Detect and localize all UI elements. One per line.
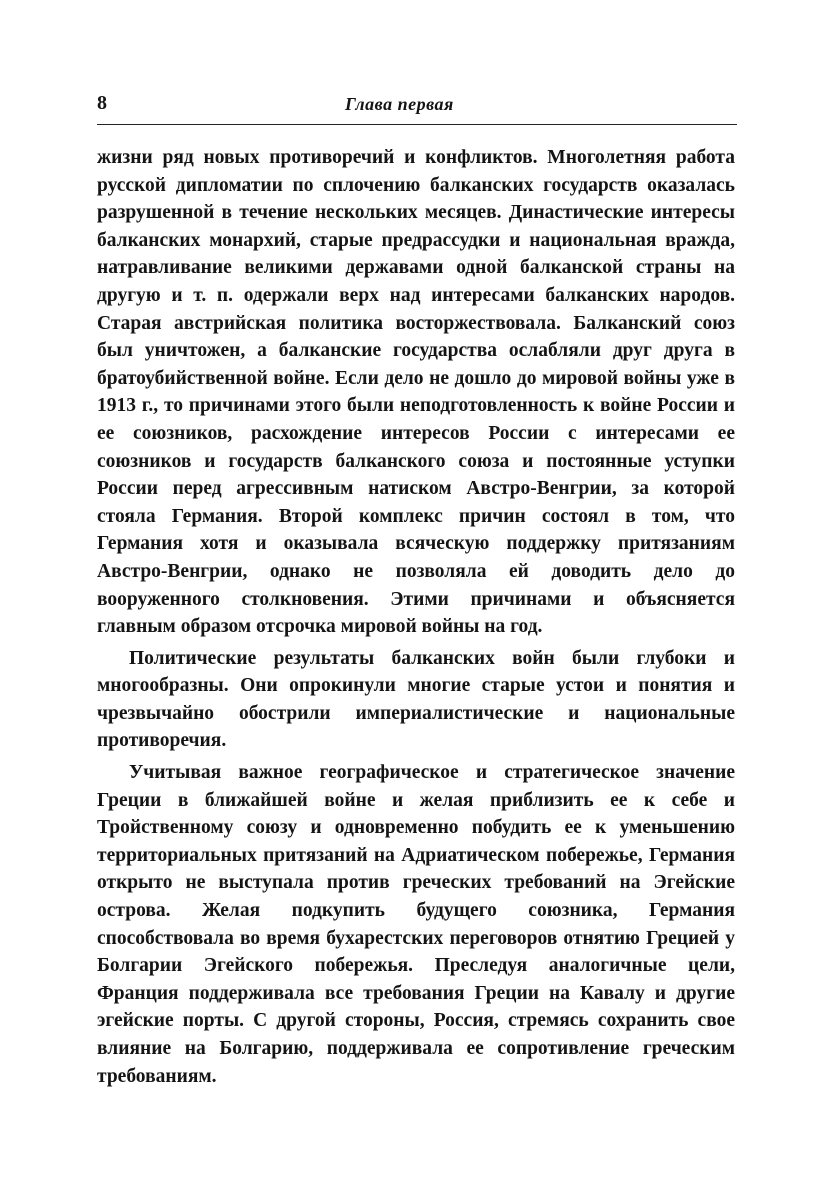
page-number: 8	[97, 92, 107, 114]
page-header	[97, 90, 732, 120]
header-rule	[97, 124, 737, 125]
paragraph-2: Политические результаты балканских войн были глубоки и многообразны. Они опрокинули многие старые устои и понятия и чрезвычайно обострили империалистические и национальные противоречия.	[97, 647, 735, 752]
running-head: Глава первая	[345, 94, 454, 114]
body-text	[97, 144, 735, 1090]
paragraph-1: жизни ряд новых противоречий и конфликтов. Многолетняя работа русской дипломатии по сплочению балканских государств оказалась разрушенной в течение нескольких месяцев. Династические интересы балканских монархий, старые предрассудки и национальная вражда, натравливание великими державами одной балканской страны на другую и т. п. одержали верх над интересами балканских народов. Старая австрийская политика восторжествовала. Балканский союз был уничтожен, а балканские государства ослабляли друг друга в братоубийственной войне. Если дело не дошло до мировой войны уже в 1913 г., то причинами этого были неподготовленность к войне России и ее союзников, расхождение интересов России с интересами ее союзников и государств балканского союза и постоянные уступки России перед агрессивным натиском Австро-Венгрии, за которой стояла Германия. Второй комплекс причин состоял в том, что Германия хотя и оказывала всяческую поддержку притязаниям Австро-Венгрии, однако не позволяла ей доводить дело до вооруженного столкновения. Этими причинами и объясняется главным образом отсрочка мировой войны на год.	[97, 147, 735, 638]
paragraph-3: Учитывая важное географическое и стратегическое значение Греции в ближайшей войне и желая приблизить ее к себе и Тройственному союзу и одновременно побудить ее к уменьшению территориальных притязаний на Адриатическом побережье, Германия открыто не выступала против греческих требований на Эгейские острова. Желая подкупить будущего союзника, Германия способствовала во время бухарестских переговоров отнятию Грецией у Болгарии Эгейского побережья. Преследуя аналогичные цели, Франция поддерживала все требования Греции на Кавалу и другие эгейские порты. С другой стороны, Россия, стремясь сохранить свое влияние на Болгарию, поддерживала ее сопротивление греческим требованиям.	[97, 762, 735, 1087]
